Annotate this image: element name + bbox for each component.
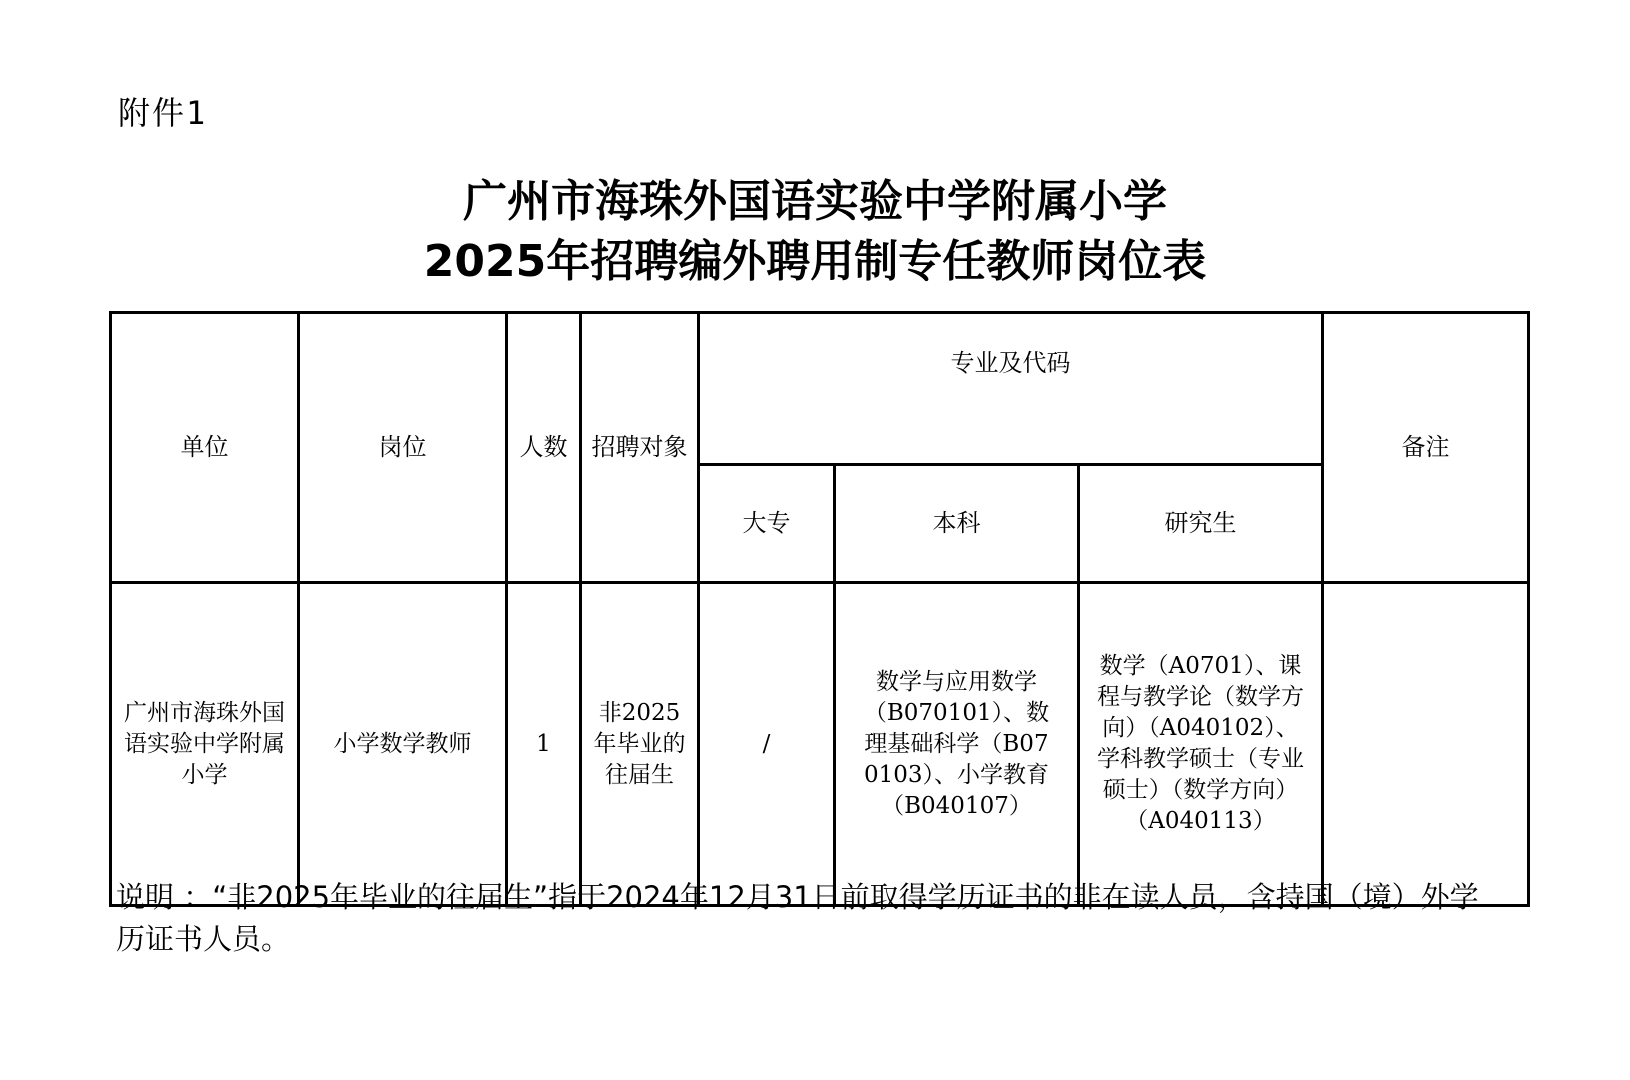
- header-target: 招聘对象: [581, 313, 699, 583]
- cell-graduate: 数学（A0701）、课程与教学论（数学方向）（A040102）、学科教学硕士（专业硕士）（数学方向）（A040113）: [1079, 583, 1323, 906]
- header-bachelor: 本科: [835, 465, 1079, 583]
- header-position: 岗位: [299, 313, 507, 583]
- attachment-label: 附件1: [118, 94, 208, 132]
- cell-bachelor: 数学与应用数学（B070101）、数理基础科学（B070103）、小学教育（B040107）: [835, 583, 1079, 906]
- header-row: [111, 313, 1529, 465]
- document-title-line-1: 广州市海珠外国语实验中学附属小学: [463, 176, 1167, 227]
- cell-target: 非2025年毕业的往届生: [581, 583, 699, 906]
- header-remarks: 备注: [1323, 313, 1529, 583]
- explanation-note: 说明 ：“非2025年毕业的往届生”指于2024年12月31日前取得学历证书的非在读人员，含持国（境）外学历证书人员。: [116, 880, 1479, 956]
- header-count: 人数: [507, 313, 581, 583]
- cell-unit: 广州市海珠外国语实验中学附属小学: [111, 583, 299, 906]
- position-table: [109, 311, 1530, 907]
- cell-college: /: [699, 583, 835, 906]
- header-major-group: 专业及代码: [699, 313, 1323, 465]
- cell-remarks: [1323, 583, 1529, 906]
- header-unit: 单位: [111, 313, 299, 583]
- document-title-line-2: 2025年招聘编外聘用制专任教师岗位表: [423, 236, 1207, 287]
- cell-position: 小学数学教师: [299, 583, 507, 906]
- table-row: [111, 583, 1529, 906]
- cell-count: 1: [507, 583, 581, 906]
- header-graduate: 研究生: [1079, 465, 1323, 583]
- header-college: 大专: [699, 465, 835, 583]
